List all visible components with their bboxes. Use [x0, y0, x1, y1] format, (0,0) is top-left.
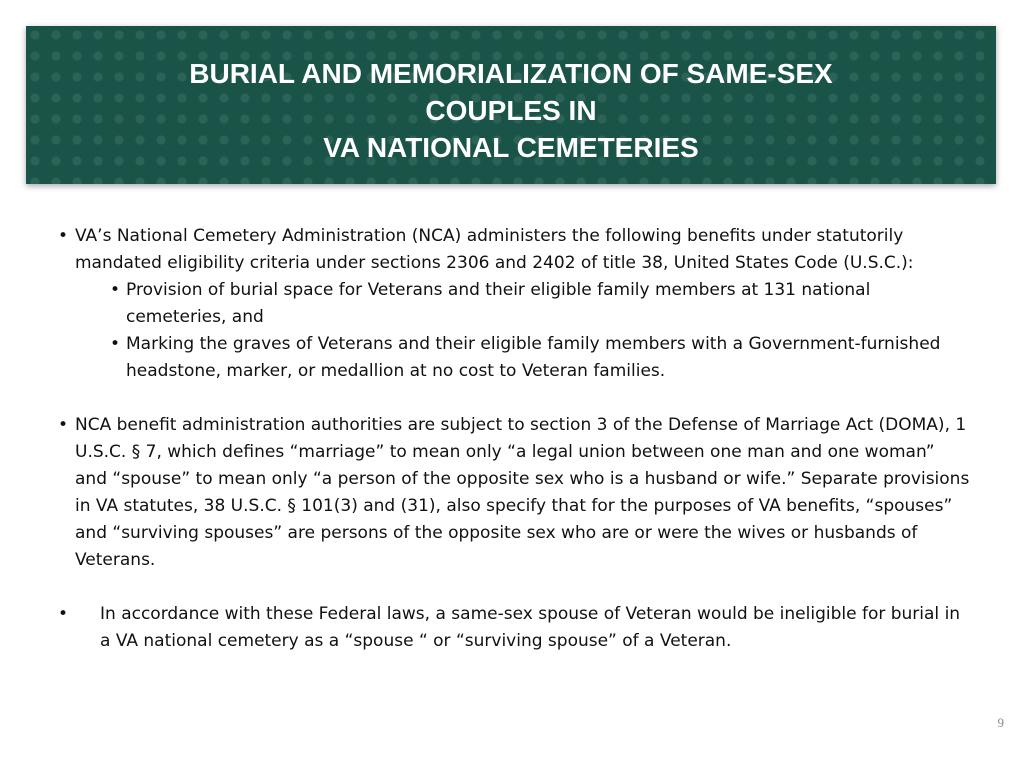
bullet-icon: • [58, 415, 69, 435]
sub-bullet-item-grave-marking [58, 331, 970, 385]
slide-body [58, 223, 970, 655]
bullet-icon: • [110, 280, 121, 300]
bullet-item-nca-benefits [58, 223, 970, 277]
bullet-icon: • [58, 226, 69, 246]
bullet-text: In accordance with these Federal laws, a same-sex spouse of Veteran would be ineligible for burial in a VA national cemetery as a “spouse “ or “surviving spouse” of a Veteran. [100, 604, 961, 651]
bullet-item-ineligibility [58, 601, 970, 655]
title-banner [26, 26, 996, 184]
bullet-text: VA’s National Cemetery Administration (NCA) administers the following benefits under statutorily mandated eligibility criteria under sections 2306 and 2402 of title 38, United States Code (U.S.C.): [75, 226, 914, 273]
bullet-text: NCA benefit administration authorities are subject to section 3 of the Defense of Marriage Act (DOMA), 1 U.S.C. § 7, which defines “marriage” to mean only “a legal union between one man and one woman” and “spouse” to mean only “a person of the opposite sex who is a husband or wife.” Separate provisions in VA statutes, 38 U.S.C. § 101(3) and (31), also specify that for the purposes of VA benefits, “spouses” and “surviving spouses” are persons of the opposite sex who are or were the wives or husbands of Veterans. [75, 415, 970, 570]
sub-bullet-text: Marking the graves of Veterans and their eligible family members with a Government-furnished headstone, marker, or medallion at no cost to Veteran families. [126, 334, 941, 381]
slide-title-line-2: COUPLES IN [425, 95, 597, 126]
slide-title [26, 55, 996, 166]
bullet-item-doma [58, 412, 970, 574]
bullet-icon: • [58, 604, 69, 624]
spacer [58, 574, 970, 601]
page-number: 9 [997, 715, 1004, 730]
sub-bullet-text: Provision of burial space for Veterans and their eligible family members at 131 national cemeteries, and [126, 280, 871, 327]
spacer [58, 385, 970, 412]
sub-bullet-item-burial-space [58, 277, 970, 331]
slide-title-line-3: VA NATIONAL CEMETERIES [323, 132, 699, 163]
bullet-icon: • [110, 334, 121, 354]
slide-title-line-1: BURIAL AND MEMORIALIZATION OF SAME-SEX [189, 58, 833, 89]
